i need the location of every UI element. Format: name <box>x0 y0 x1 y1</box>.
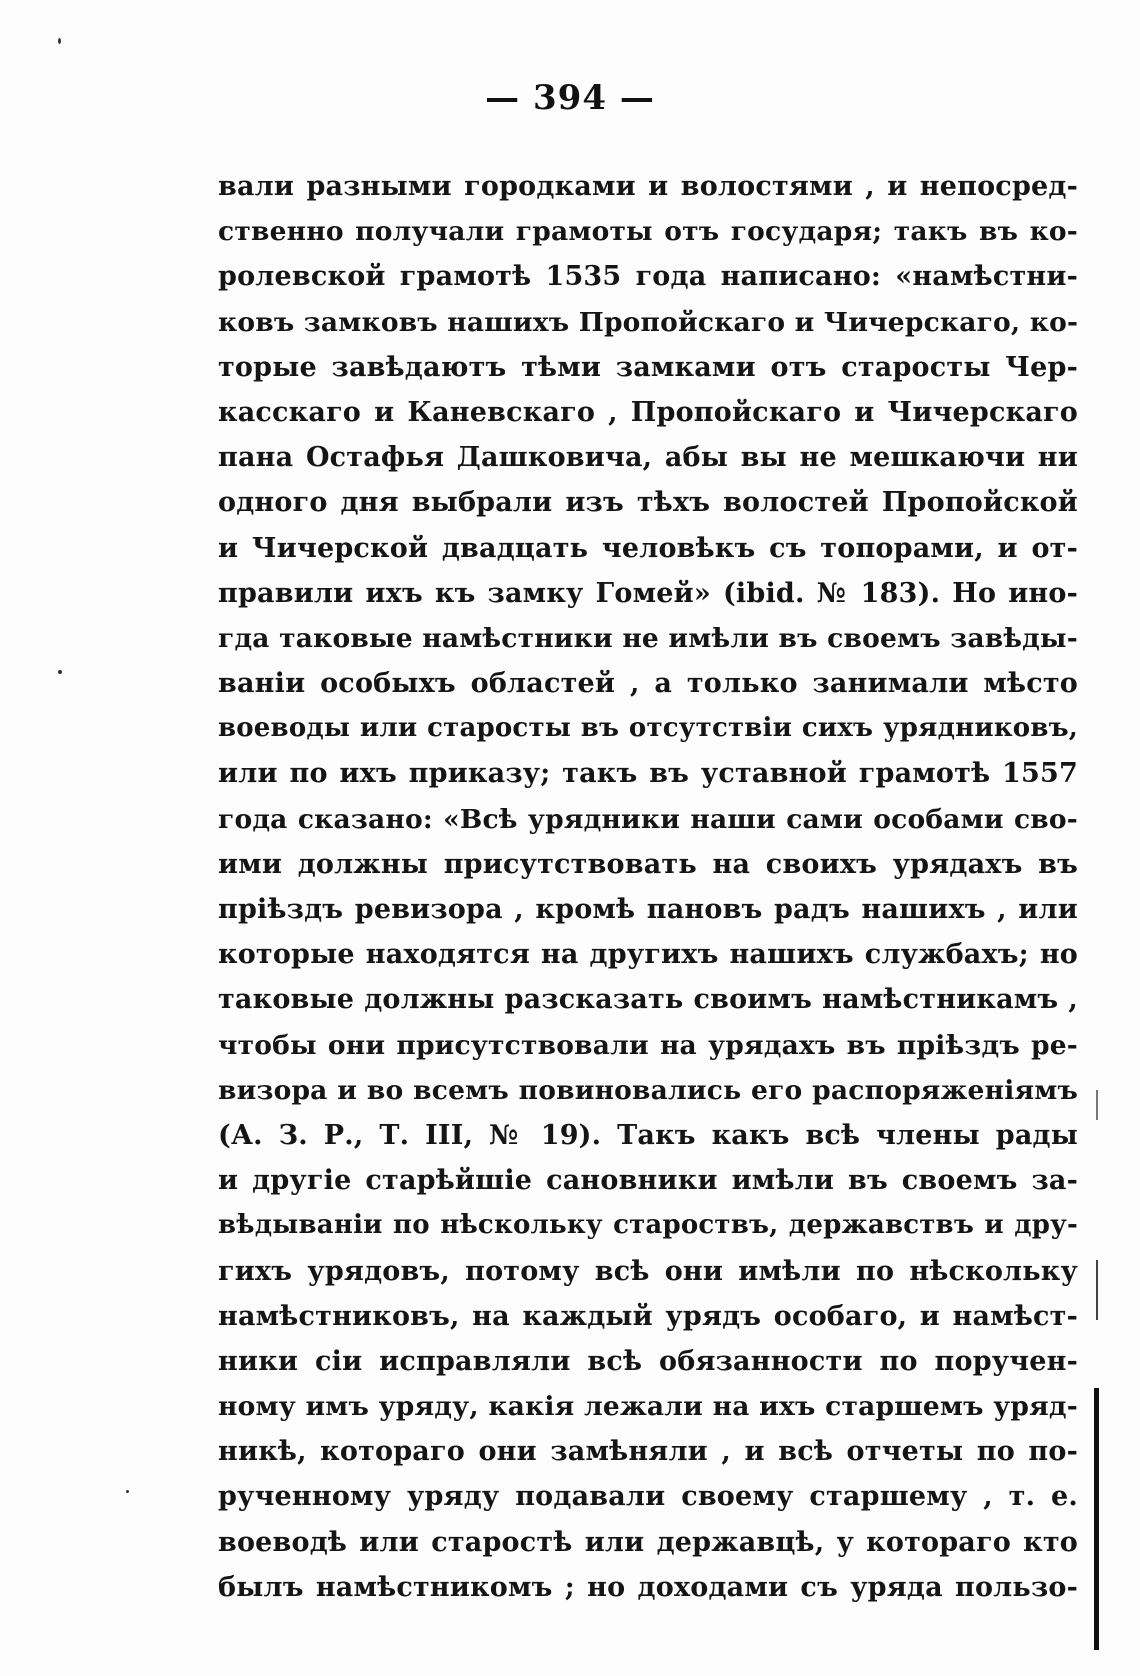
text-line: ники сіи исправляли всѣ обязанности по поручен- <box>218 1345 1078 1377</box>
text-line: никѣ, котораго они замѣняли , и всѣ отчеты по по- <box>218 1436 1078 1468</box>
text-line: одного дня выбрали изъ тѣхъ волостей Пропойской <box>218 487 1078 519</box>
text-line: и Чичерской двадцать человѣкъ съ топорами, и от- <box>218 532 1078 564</box>
print-speck <box>126 1490 129 1493</box>
text-line: ковъ замковъ нашихъ Пропойскаго и Чичерскаго, ко- <box>218 306 1079 338</box>
text-line: ному имъ уряду, какія лежали на ихъ старшемъ уряд- <box>218 1391 1078 1423</box>
text-line: вали разными городками и волостями , и непосред- <box>218 171 1078 202</box>
text-line: года сказано: «Всѣ урядники наши сами особами сво- <box>218 803 1078 835</box>
text-line: чтобы они присутствовали на урядахъ въ пріѣздъ ре- <box>218 1029 1078 1061</box>
text-line: правили ихъ къ замку Гомей» (ibid. № 183). Но ино- <box>218 577 1078 609</box>
text-line: намѣстниковъ, на каждый урядъ особаго, и намѣст- <box>218 1300 1078 1332</box>
text-line: пана Остафья Дашковича, абы вы не мешкаючи ни <box>218 442 1078 474</box>
text-line: касскаго и Каневскаго , Пропойскаго и Чичерскаго <box>218 396 1078 428</box>
text-line: гихъ урядовъ, потому всѣ они имѣли по нѣскольку <box>218 1255 1078 1287</box>
text-line: рученному уряду подавали своему старшему , т. е. <box>218 1481 1078 1513</box>
text-line: визора и во всемъ повиновались его распоряженіямъ <box>218 1074 1078 1106</box>
text-line: ролевской грамотѣ 1535 года написано: «намѣстни- <box>218 261 1078 293</box>
text-line: и другіе старѣйшіе сановники имѣли въ своемъ за- <box>218 1165 1078 1197</box>
text-line: гда таковые намѣстники не имѣли въ своемъ завѣды- <box>218 622 1078 654</box>
margin-rule <box>1094 1388 1099 1650</box>
text-line: таковые должны разсказать своимъ намѣстникамъ , <box>218 984 1078 1016</box>
print-speck <box>58 38 61 44</box>
text-line: ими должны присутствовать на своихъ урядахъ въ <box>218 848 1078 880</box>
page-number: — 394 — <box>485 78 655 118</box>
margin-rule <box>1096 1090 1098 1120</box>
text-line: торые завѣдаютъ тѣми замками отъ старосты Чер- <box>218 351 1078 383</box>
body-text <box>218 164 1078 1610</box>
text-line: вѣдываніи по нѣскольку староствъ, державствъ и дру- <box>218 1210 1078 1241</box>
text-line: воеводы или старосты въ отсутствіи сихъ урядниковъ, <box>218 713 1078 744</box>
text-line: (А. З. Р., Т. III, № 19). Такъ какъ всѣ члены рады <box>218 1119 1078 1151</box>
print-speck <box>58 670 62 674</box>
text-line: ваніи особыхъ областей , а только занимали мѣсто <box>218 668 1078 700</box>
text-line: былъ намѣстникомъ ; но доходами съ уряда пользо- <box>218 1571 1078 1603</box>
text-line: или по ихъ приказу; такъ въ уставной грамотѣ 1557 <box>218 758 1078 790</box>
text-line: воеводѣ или старостѣ или державцѣ, у котораго кто <box>218 1526 1078 1558</box>
margin-rule <box>1096 1260 1098 1320</box>
text-line: которые находятся на другихъ нашихъ службахъ; но <box>218 939 1078 971</box>
text-line: пріѣздъ ревизора , кромѣ пановъ радъ нашихъ , или <box>218 894 1078 925</box>
text-line: ственно получали грамоты отъ государя; такъ въ ко- <box>218 216 1078 248</box>
